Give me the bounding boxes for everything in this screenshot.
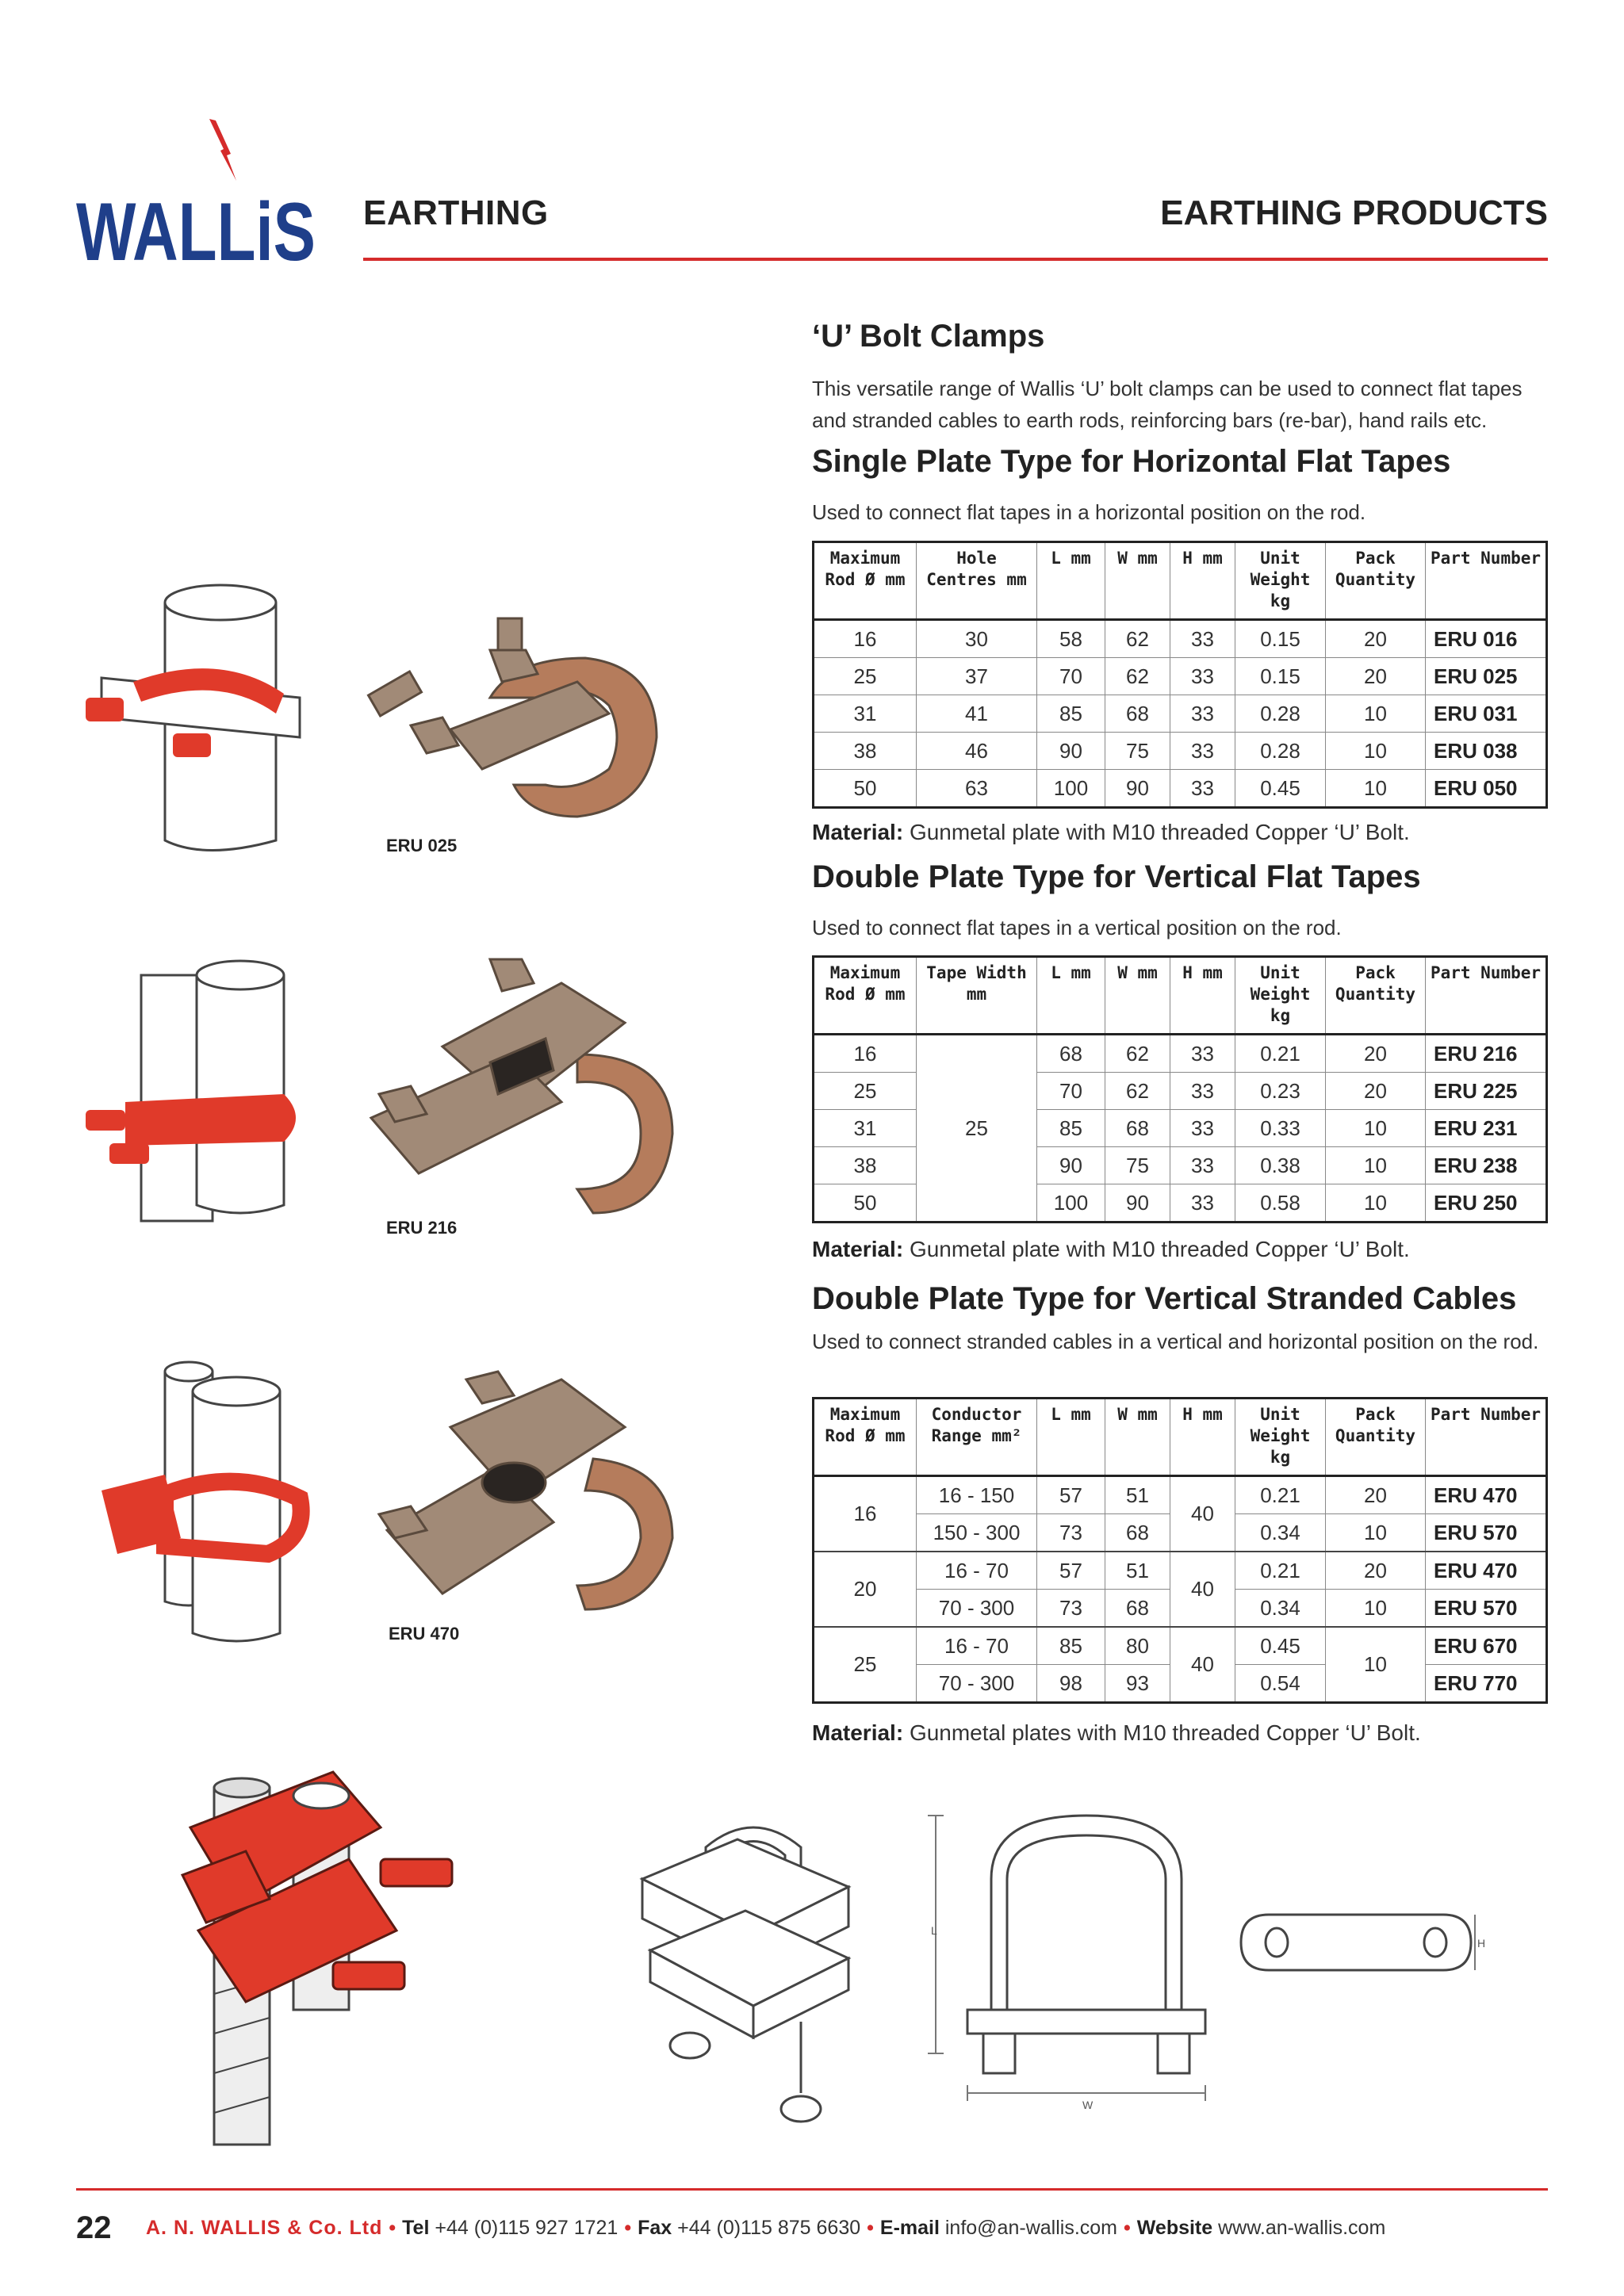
dimension-drawing-front: [920, 1808, 1253, 2125]
website-link[interactable]: www.an-wallis.com: [1218, 2217, 1386, 2239]
col-header: W mm: [1105, 1399, 1170, 1476]
single-plate-clamp-illustration: [70, 555, 688, 856]
table-cell: 0.33: [1235, 1110, 1326, 1147]
part-number: ERU 570: [1426, 1514, 1547, 1552]
rod-cell: 16: [814, 1476, 917, 1552]
section-title: EARTHING: [363, 193, 549, 232]
table-row: [814, 658, 1547, 695]
table-cell: 0.21: [1235, 1552, 1326, 1590]
table-cell: 68: [1037, 1035, 1105, 1073]
table-row: [814, 695, 1547, 733]
table-cell: 0.45: [1235, 770, 1326, 808]
table-cell: 30: [917, 620, 1037, 658]
dimension-label-w: W: [1082, 2099, 1094, 2111]
pack-cell: 10: [1326, 1627, 1426, 1703]
table-cell: 20: [1326, 620, 1426, 658]
dimension-label-l: L: [931, 1924, 937, 1937]
col-header: Pack Quantity: [1326, 1399, 1426, 1476]
table-cell: 10: [1326, 1514, 1426, 1552]
table-row: [814, 1627, 1547, 1665]
table-row: [814, 1552, 1547, 1590]
table-cell: 0.23: [1235, 1073, 1326, 1110]
table-cell: 20: [1326, 1073, 1426, 1110]
col-header: Tape Width mm: [917, 957, 1037, 1035]
table-cell: 0.34: [1235, 1590, 1326, 1628]
part-number: ERU 770: [1426, 1665, 1547, 1703]
table-cell: 0.15: [1235, 658, 1326, 695]
table-row: [814, 1476, 1547, 1514]
double-plate-cable-illustration: [70, 1348, 688, 1649]
table-cell: 20: [1326, 658, 1426, 695]
part-number: ERU 470: [1426, 1552, 1547, 1590]
wallis-logo: [76, 119, 322, 278]
table-cell: 10: [1326, 733, 1426, 770]
table-cell: 50: [814, 770, 917, 808]
h-cell: 40: [1170, 1552, 1235, 1627]
table-cell: 33: [1170, 1147, 1235, 1184]
table-cell: 62: [1105, 658, 1170, 695]
table-cell: 0.58: [1235, 1184, 1326, 1223]
table-cell: 70: [1037, 658, 1105, 695]
table-cell: 68: [1105, 1514, 1170, 1552]
table-cell: 31: [814, 1110, 917, 1147]
table-cell: 85: [1037, 695, 1105, 733]
page-number: 22: [76, 2210, 112, 2245]
table-cell: 25: [814, 1073, 917, 1110]
col-header: W mm: [1105, 542, 1170, 620]
table-cell: 0.45: [1235, 1627, 1326, 1665]
tel-value: +44 (0)115 927 1721: [435, 2217, 619, 2239]
col-header: Unit Weight kg: [1235, 1399, 1326, 1476]
part-number: ERU 570: [1426, 1590, 1547, 1628]
header-divider: [363, 258, 1548, 261]
table-cell: 33: [1170, 770, 1235, 808]
double-plate-tape-illustration: [70, 936, 720, 1237]
part-number: ERU 050: [1426, 770, 1547, 808]
col-header: Part Number: [1426, 957, 1547, 1035]
table-cell: 33: [1170, 695, 1235, 733]
table-cell: 16: [814, 620, 917, 658]
table-cell: 150 - 300: [917, 1514, 1037, 1552]
rod-cell: 25: [814, 1627, 917, 1703]
table-cell: 0.21: [1235, 1035, 1326, 1073]
table-cell: 85: [1037, 1627, 1105, 1665]
spec-table-single-plate: [812, 541, 1548, 809]
table-cell: 16 - 70: [917, 1552, 1037, 1590]
part-number: ERU 216: [1426, 1035, 1547, 1073]
table-cell: 73: [1037, 1590, 1105, 1628]
table-cell: 98: [1037, 1665, 1105, 1703]
company-name: A. N. WALLIS & Co. Ltd: [146, 2217, 383, 2239]
table-cell: 57: [1037, 1476, 1105, 1514]
table-row: [814, 770, 1547, 808]
spec-table-double-plate-tape: [812, 955, 1548, 1223]
table-cell: 70: [1037, 1073, 1105, 1110]
svg-text:WALLiS: WALLiS: [76, 186, 316, 278]
section-3-desc: Used to connect stranded cables in a vertical and horizontal position on the rod.: [812, 1330, 1539, 1353]
table-cell: 10: [1326, 1590, 1426, 1628]
section-1-title: Single Plate Type for Horizontal Flat Tapes: [812, 444, 1451, 479]
material-label: Material:: [812, 1237, 904, 1261]
footer-contact: A. N. WALLIS & Co. Ltd • Tel +44 (0)115 927 1721 • Fax +44 (0)115 875 6630 • E-mail info@an-wallis.com • Website www.an-wallis.com: [146, 2217, 1386, 2239]
part-number: ERU 031: [1426, 695, 1547, 733]
col-header: Unit Weight kg: [1235, 957, 1326, 1035]
table-cell: 37: [917, 658, 1037, 695]
table-cell: 10: [1326, 1147, 1426, 1184]
tel-label: Tel: [402, 2217, 430, 2239]
table-row: [814, 1035, 1547, 1073]
table-cell: 0.15: [1235, 620, 1326, 658]
table-cell: 41: [917, 695, 1037, 733]
col-header: L mm: [1037, 957, 1105, 1035]
col-header: Part Number: [1426, 542, 1547, 620]
table-cell: 68: [1105, 695, 1170, 733]
table-cell: 10: [1326, 695, 1426, 733]
col-header: W mm: [1105, 957, 1170, 1035]
section-1-desc: Used to connect flat tapes in a horizontal position on the rod.: [812, 500, 1366, 524]
table-cell: 51: [1105, 1552, 1170, 1590]
table-cell: 33: [1170, 1035, 1235, 1073]
dimension-label-h: H: [1477, 1937, 1486, 1950]
table-cell: 16: [814, 1035, 917, 1073]
footer-divider: [76, 2188, 1548, 2191]
dimension-drawing-side: [1237, 1895, 1491, 1990]
table-cell: 0.28: [1235, 695, 1326, 733]
col-header: L mm: [1037, 1399, 1105, 1476]
table-cell: 57: [1037, 1552, 1105, 1590]
h-cell: 40: [1170, 1476, 1235, 1552]
col-header: Maximum Rod Ø mm: [825, 1405, 906, 1445]
table-cell: 100: [1037, 770, 1105, 808]
table-cell: 85: [1037, 1110, 1105, 1147]
table-cell: 10: [1326, 1184, 1426, 1223]
section-2-desc: Used to connect flat tapes in a vertical position on the rod.: [812, 916, 1342, 939]
table-cell: 33: [1170, 1184, 1235, 1223]
table-cell: 33: [1170, 733, 1235, 770]
image-caption: ERU 216: [386, 1218, 458, 1238]
section-2-title: Double Plate Type for Vertical Flat Tapes: [812, 859, 1421, 894]
table-cell: 63: [917, 770, 1037, 808]
table-cell: 75: [1105, 733, 1170, 770]
table-cell: 46: [917, 733, 1037, 770]
material-text: Gunmetal plate with M10 threaded Copper ‘U’ Bolt.: [909, 820, 1410, 844]
clamp-line-drawing: [634, 1816, 864, 2149]
part-number: ERU 038: [1426, 733, 1547, 770]
image-caption: ERU 470: [389, 1624, 460, 1644]
table-cell: 33: [1170, 1073, 1235, 1110]
email-link[interactable]: info@an-wallis.com: [944, 2217, 1117, 2239]
table-cell: 90: [1037, 1147, 1105, 1184]
table-cell: 58: [1037, 620, 1105, 658]
table-cell: 75: [1105, 1147, 1170, 1184]
part-number: ERU 470: [1426, 1476, 1547, 1514]
table-cell: 16 - 150: [917, 1476, 1037, 1514]
table-cell: 68: [1105, 1590, 1170, 1628]
email-label: E-mail: [879, 2217, 940, 2239]
col-header: Pack Quantity: [1326, 957, 1426, 1035]
tape-width-cell: 25: [917, 1035, 1037, 1223]
table-cell: 0.54: [1235, 1665, 1326, 1703]
table-cell: 90: [1037, 733, 1105, 770]
table-row: [814, 733, 1547, 770]
col-header: H mm: [1170, 957, 1235, 1035]
table-cell: 20: [1326, 1476, 1426, 1514]
table-cell: 73: [1037, 1514, 1105, 1552]
col-header: Pack Quantity: [1326, 542, 1426, 620]
part-number: ERU 231: [1426, 1110, 1547, 1147]
table-cell: 70 - 300: [917, 1665, 1037, 1703]
h-cell: 40: [1170, 1627, 1235, 1703]
col-header: Hole Centres mm: [917, 542, 1037, 620]
table-cell: 68: [1105, 1110, 1170, 1147]
table-cell: 33: [1170, 658, 1235, 695]
category-title: EARTHING PRODUCTS: [1160, 193, 1548, 232]
table-cell: 33: [1170, 1110, 1235, 1147]
section-2-material: [812, 1237, 1549, 1262]
fax-label: Fax: [638, 2217, 672, 2239]
spec-table-double-plate-cable: [812, 1397, 1548, 1704]
table-row: [814, 620, 1547, 658]
table-cell: 90: [1105, 1184, 1170, 1223]
part-number: ERU 238: [1426, 1147, 1547, 1184]
section-3-title: Double Plate Type for Vertical Stranded Cables: [812, 1281, 1517, 1316]
table-cell: 10: [1326, 1110, 1426, 1147]
table-cell: 38: [814, 1147, 917, 1184]
table-cell: 16 - 70: [917, 1627, 1037, 1665]
col-header: L mm: [1037, 542, 1105, 620]
col-header: Maximum Rod Ø mm: [825, 549, 906, 589]
material-text: Gunmetal plates with M10 threaded Copper ‘U’ Bolt.: [909, 1720, 1421, 1745]
col-header: H mm: [1170, 542, 1235, 620]
table-cell: 31: [814, 695, 917, 733]
table-cell: 0.38: [1235, 1147, 1326, 1184]
table-cell: 0.21: [1235, 1476, 1326, 1514]
table-cell: 20: [1326, 1552, 1426, 1590]
table-cell: 20: [1326, 1035, 1426, 1073]
section-1-material: [812, 820, 1549, 845]
rod-cell: 20: [814, 1552, 917, 1627]
part-number: ERU 670: [1426, 1627, 1547, 1665]
website-label: Website: [1136, 2217, 1213, 2239]
table-cell: 62: [1105, 1035, 1170, 1073]
table-cell: 100: [1037, 1184, 1105, 1223]
table-cell: 25: [814, 658, 917, 695]
col-header: H mm: [1170, 1399, 1235, 1476]
col-header: Maximum Rod Ø mm: [825, 963, 906, 1004]
table-cell: 0.28: [1235, 733, 1326, 770]
part-number: ERU 025: [1426, 658, 1547, 695]
table-cell: 70 - 300: [917, 1590, 1037, 1628]
part-number: ERU 250: [1426, 1184, 1547, 1223]
table-cell: 50: [814, 1184, 917, 1223]
material-label: Material:: [812, 820, 904, 844]
table-cell: 62: [1105, 620, 1170, 658]
col-header: Part Number: [1426, 1399, 1547, 1476]
rebar-clamp-illustration: [174, 1740, 523, 2152]
table-cell: 51: [1105, 1476, 1170, 1514]
section-3-material: [812, 1720, 1549, 1746]
table-cell: 10: [1326, 770, 1426, 808]
material-label: Material:: [812, 1720, 904, 1745]
fax-value: +44 (0)115 875 6630: [677, 2217, 861, 2239]
table-cell: 0.34: [1235, 1514, 1326, 1552]
table-cell: 33: [1170, 620, 1235, 658]
table-cell: 90: [1105, 770, 1170, 808]
image-caption: ERU 025: [386, 836, 458, 855]
col-header: Conductor Range mm²: [917, 1399, 1037, 1476]
material-text: Gunmetal plate with M10 threaded Copper ‘U’ Bolt.: [909, 1237, 1410, 1261]
intro-text: This versatile range of Wallis ‘U’ bolt clamps can be used to connect flat tapes and stranded cables to earth rods, reinforcing bars (re-bar), hand rails etc.: [812, 377, 1522, 432]
table-cell: 62: [1105, 1073, 1170, 1110]
part-number: ERU 225: [1426, 1073, 1547, 1110]
table-cell: 93: [1105, 1665, 1170, 1703]
part-number: ERU 016: [1426, 620, 1547, 658]
table-cell: 38: [814, 733, 917, 770]
col-header: Unit Weight kg: [1235, 542, 1326, 620]
intro-title: ‘U’ Bolt Clamps: [812, 319, 1045, 354]
table-cell: 80: [1105, 1627, 1170, 1665]
